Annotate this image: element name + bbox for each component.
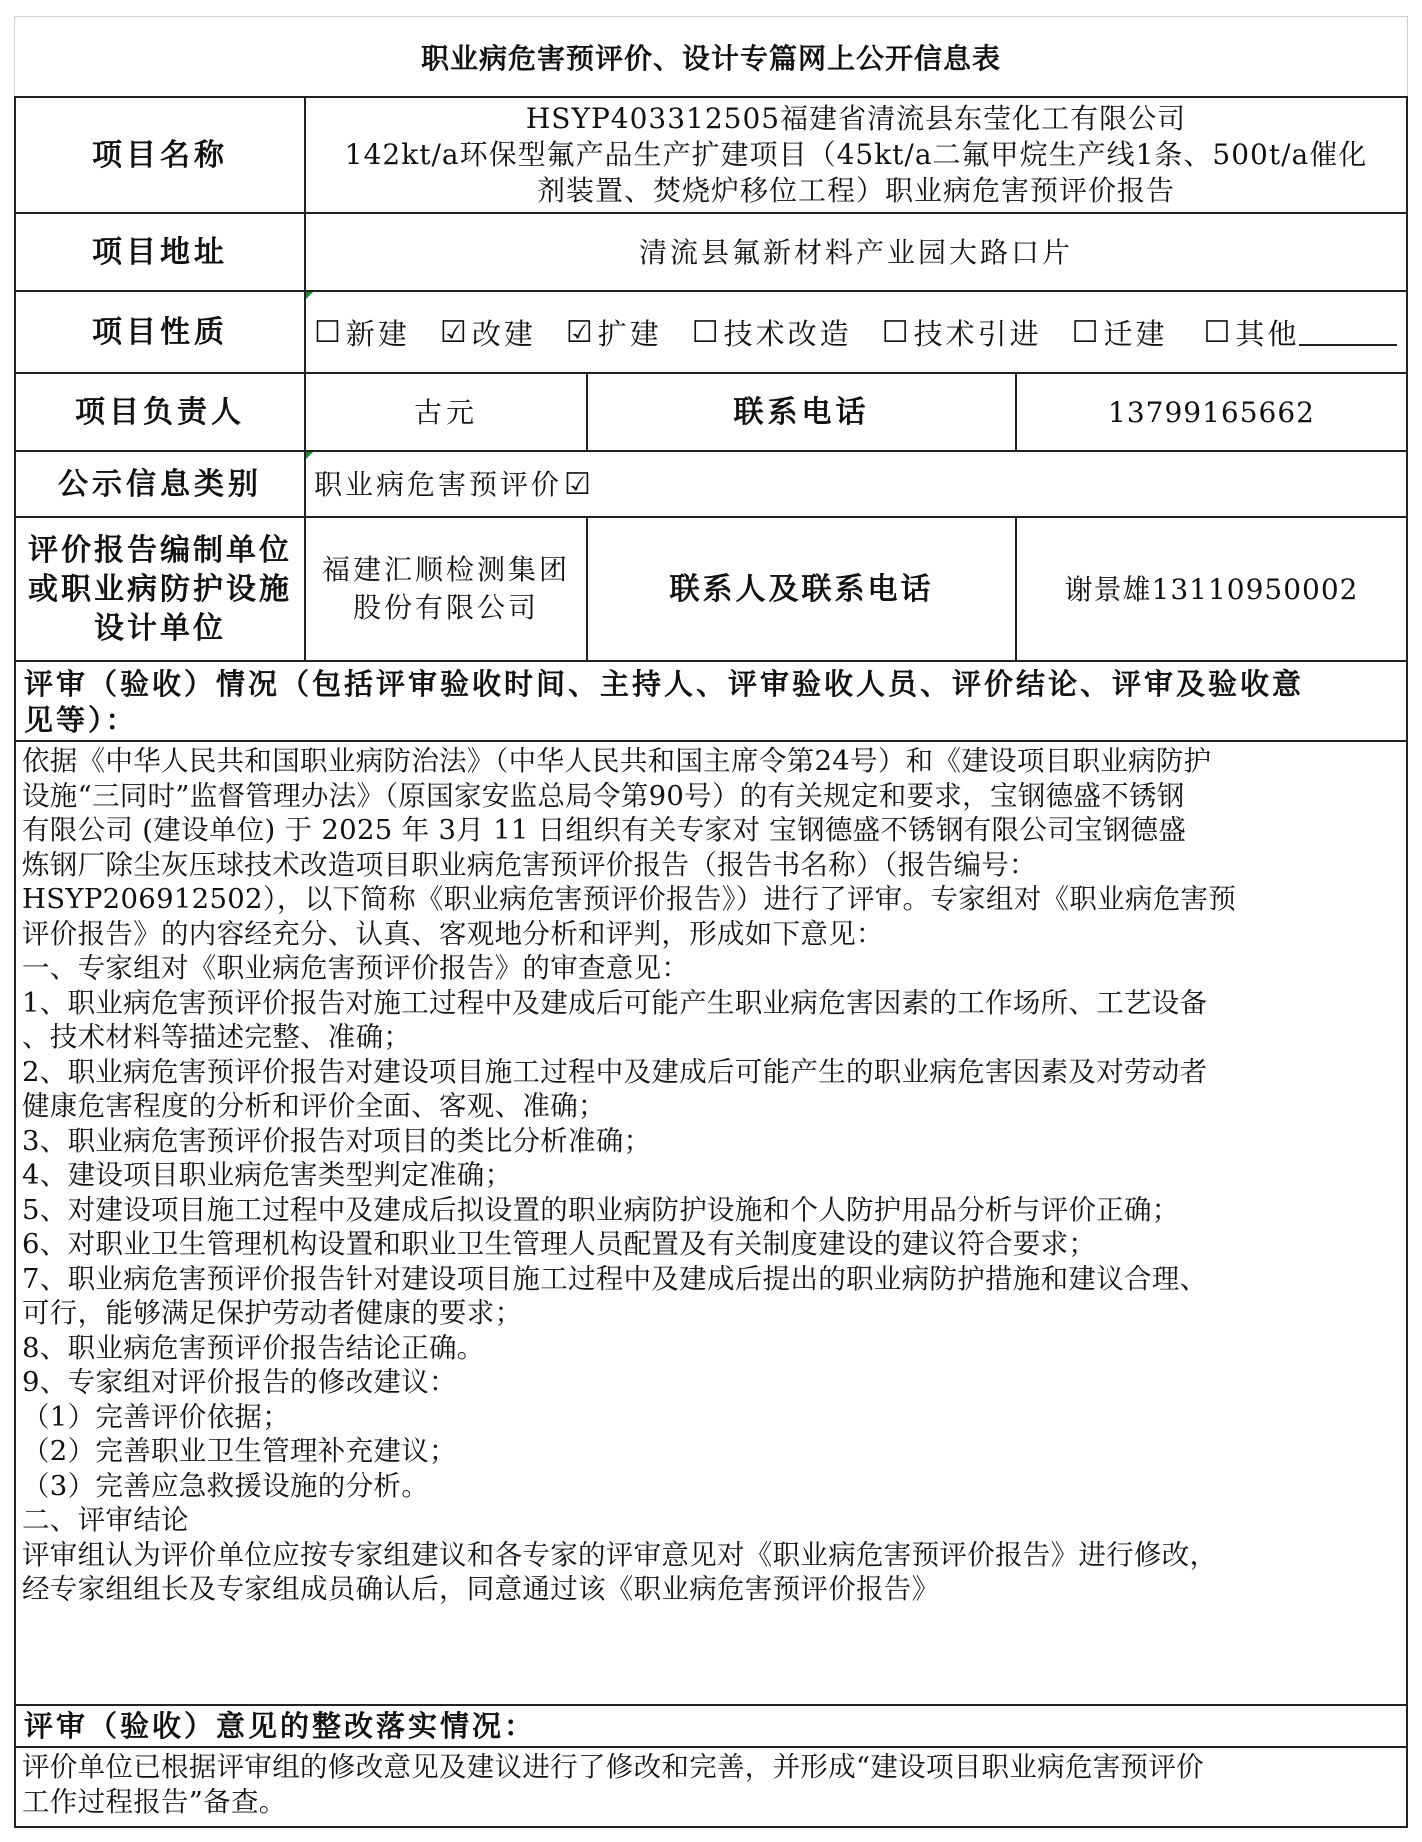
review-line: 评审组认为评价单位应按专家组建议和各专家的评审意见对《职业病危害预评价报告》进行修改， xyxy=(22,1538,1218,1571)
project-name-line-1: HSYP403312505福建省清流县东莹化工有限公司 xyxy=(525,102,1187,135)
option-relocation[interactable]: ☐ 迁建 xyxy=(1071,314,1168,351)
review-line: （3）完善应急救援设施的分析。 xyxy=(22,1469,429,1502)
review-line: 9、专家组对评价报告的修改建议： xyxy=(22,1366,457,1398)
rectification-body xyxy=(14,1746,1408,1828)
option-other[interactable]: ☐ 其他 xyxy=(1204,312,1398,353)
checkbox-checked-icon[interactable]: ☑ xyxy=(439,314,470,350)
report-unit-name: 福建汇顺检测集团 股份有限公司 xyxy=(304,516,588,662)
review-line: 评价报告》的内容经充分、认真、客观地分析和评判，形成如下意见： xyxy=(22,917,884,950)
review-line: 二、评审结论 xyxy=(22,1504,189,1536)
info-category-label: 公示信息类别 xyxy=(14,450,306,518)
sheet-title xyxy=(14,16,1408,96)
option-new-build[interactable]: ☐ 新建 xyxy=(314,314,410,351)
option-tech-import[interactable]: ☐ 技术引进 xyxy=(881,314,1042,351)
rectification-heading: 评审（验收）意见的整改落实情况： xyxy=(14,1704,1408,1748)
project-nature-options xyxy=(304,290,1408,374)
review-line: 有限公司 (建设单位) 于 2025 年 3月 11 日组织有关专家对 宝钢德盛不锈钢有限公司宝钢德盛 xyxy=(22,814,1187,846)
review-line: （1）完善评价依据； xyxy=(22,1400,290,1433)
review-line: HSYP206912502），以下简称《职业病危害预评价报告》）进行了评审。专家组对《职业病危害预 xyxy=(22,883,1237,915)
checkbox-checked-icon[interactable]: ☑ xyxy=(564,466,594,502)
option-expansion[interactable]: ☑ 扩建 xyxy=(565,314,662,351)
responsible-name: 古元 xyxy=(304,372,588,452)
checkbox-checked-icon[interactable]: ☑ xyxy=(565,314,596,350)
checkbox-empty-icon[interactable]: ☐ xyxy=(691,314,722,350)
project-address-value: 清流县氟新材料产业园大路口片 xyxy=(304,212,1408,292)
project-address-label: 项目地址 xyxy=(14,212,306,292)
project-name-line-3: 剂装置、焚烧炉移位工程）职业病危害预评价报告 xyxy=(536,174,1175,207)
review-heading: 评审（验收）情况（包括评审验收时间、主持人、评审验收人员、评价结论、评审及验收意 见等）： xyxy=(14,660,1408,742)
review-line: 经专家组组长及专家组成员确认后，同意通过该《职业病危害预评价报告》 xyxy=(22,1573,940,1605)
project-name-line-2: 142kt/a环保型氟产品生产扩建项目（45kt/a二氟甲烷生产线1条、500t/a催化 xyxy=(344,138,1368,171)
review-line: 健康危害程度的分析和评价全面、客观、准确； xyxy=(22,1090,606,1122)
other-fill-line[interactable] xyxy=(1299,318,1397,346)
review-line: 可行，能够满足保护劳动者健康的要求； xyxy=(22,1297,523,1329)
review-line: 设施“三同时”监督管理办法》（原国家安监总局令第90号）的有关规定和要求，宝钢德盛不锈钢 xyxy=(22,779,1185,812)
review-line: 炼钢厂除尘灰压球技术改造项目职业病危害预评价报告（报告书名称）（报告编号： xyxy=(22,848,1037,881)
option-tech-renovation[interactable]: ☐ 技术改造 xyxy=(691,314,852,351)
review-line: 一、专家组对《职业病危害预评价报告》的审查意见： xyxy=(22,952,690,984)
info-category-value: 职业病危害预评价 ☑ xyxy=(304,450,1408,518)
rectification-line: 工作过程报告”备查。 xyxy=(22,1785,287,1818)
checkbox-empty-icon[interactable]: ☐ xyxy=(1203,314,1234,350)
review-line: 8、职业病危害预评价报告结论正确。 xyxy=(22,1331,485,1364)
sheet-title-text: 职业病危害预评价、设计专篇网上公开信息表 xyxy=(420,41,1001,75)
review-line: 、技术材料等描述完整、准确； xyxy=(22,1021,412,1053)
responsible-label: 项目负责人 xyxy=(14,372,306,452)
review-line: 依据《中华人民共和国职业病防治法》（中华人民共和国主席令第24号）和《建设项目职业病防护 xyxy=(22,745,1212,777)
contact-label: 联系人及联系电话 xyxy=(586,516,1017,662)
cell-marker-icon xyxy=(306,292,313,299)
phone-label: 联系电话 xyxy=(586,372,1017,452)
review-line: 2、职业病危害预评价报告对建设项目施工过程中及建成后可能产生的职业病危害因素及对劳动者 xyxy=(22,1055,1208,1088)
phone-value: 13799165662 xyxy=(1015,372,1408,452)
report-unit-label: 评价报告编制单位 或职业病防护设施 设计单位 xyxy=(14,516,306,662)
review-line: 7、职业病危害预评价报告针对建设项目施工过程中及建成后提出的职业病防护措施和建议合理、 xyxy=(22,1262,1208,1295)
review-line: 4、建设项目职业病危害类型判定准确； xyxy=(22,1159,513,1191)
review-line: （2）完善职业卫生管理补充建议； xyxy=(22,1435,457,1467)
project-name-value xyxy=(304,96,1408,214)
rectification-line: 评价单位已根据评审组的修改意见及建议进行了修改和完善，并形成“建设项目职业病危害预评价 xyxy=(22,1751,1204,1783)
checkbox-empty-icon[interactable]: ☐ xyxy=(314,314,344,350)
contact-value: 谢景雄13110950002 xyxy=(1015,516,1408,662)
project-nature-label: 项目性质 xyxy=(14,290,306,374)
review-line: 6、对职业卫生管理机构设置和职业卫生管理人员配置及有关制度建设的建议符合要求； xyxy=(22,1228,1097,1260)
checkbox-empty-icon[interactable]: ☐ xyxy=(1071,314,1102,350)
option-rebuild[interactable]: ☑ 改建 xyxy=(439,314,536,351)
review-line: 1、职业病危害预评价报告对施工过程中及建成后可能产生职业病危害因素的工作场所、工艺设备 xyxy=(22,986,1208,1019)
project-name-label: 项目名称 xyxy=(14,96,306,214)
checkbox-empty-icon[interactable]: ☐ xyxy=(881,314,912,350)
cell-marker-icon xyxy=(306,452,313,459)
review-body xyxy=(14,740,1408,1706)
review-line: 5、对建设项目施工过程中及建成后拟设置的职业病防护设施和个人防护用品分析与评价正确； xyxy=(22,1193,1180,1226)
review-line: 3、职业病危害预评价报告对项目的类比分析准确； xyxy=(22,1124,652,1157)
